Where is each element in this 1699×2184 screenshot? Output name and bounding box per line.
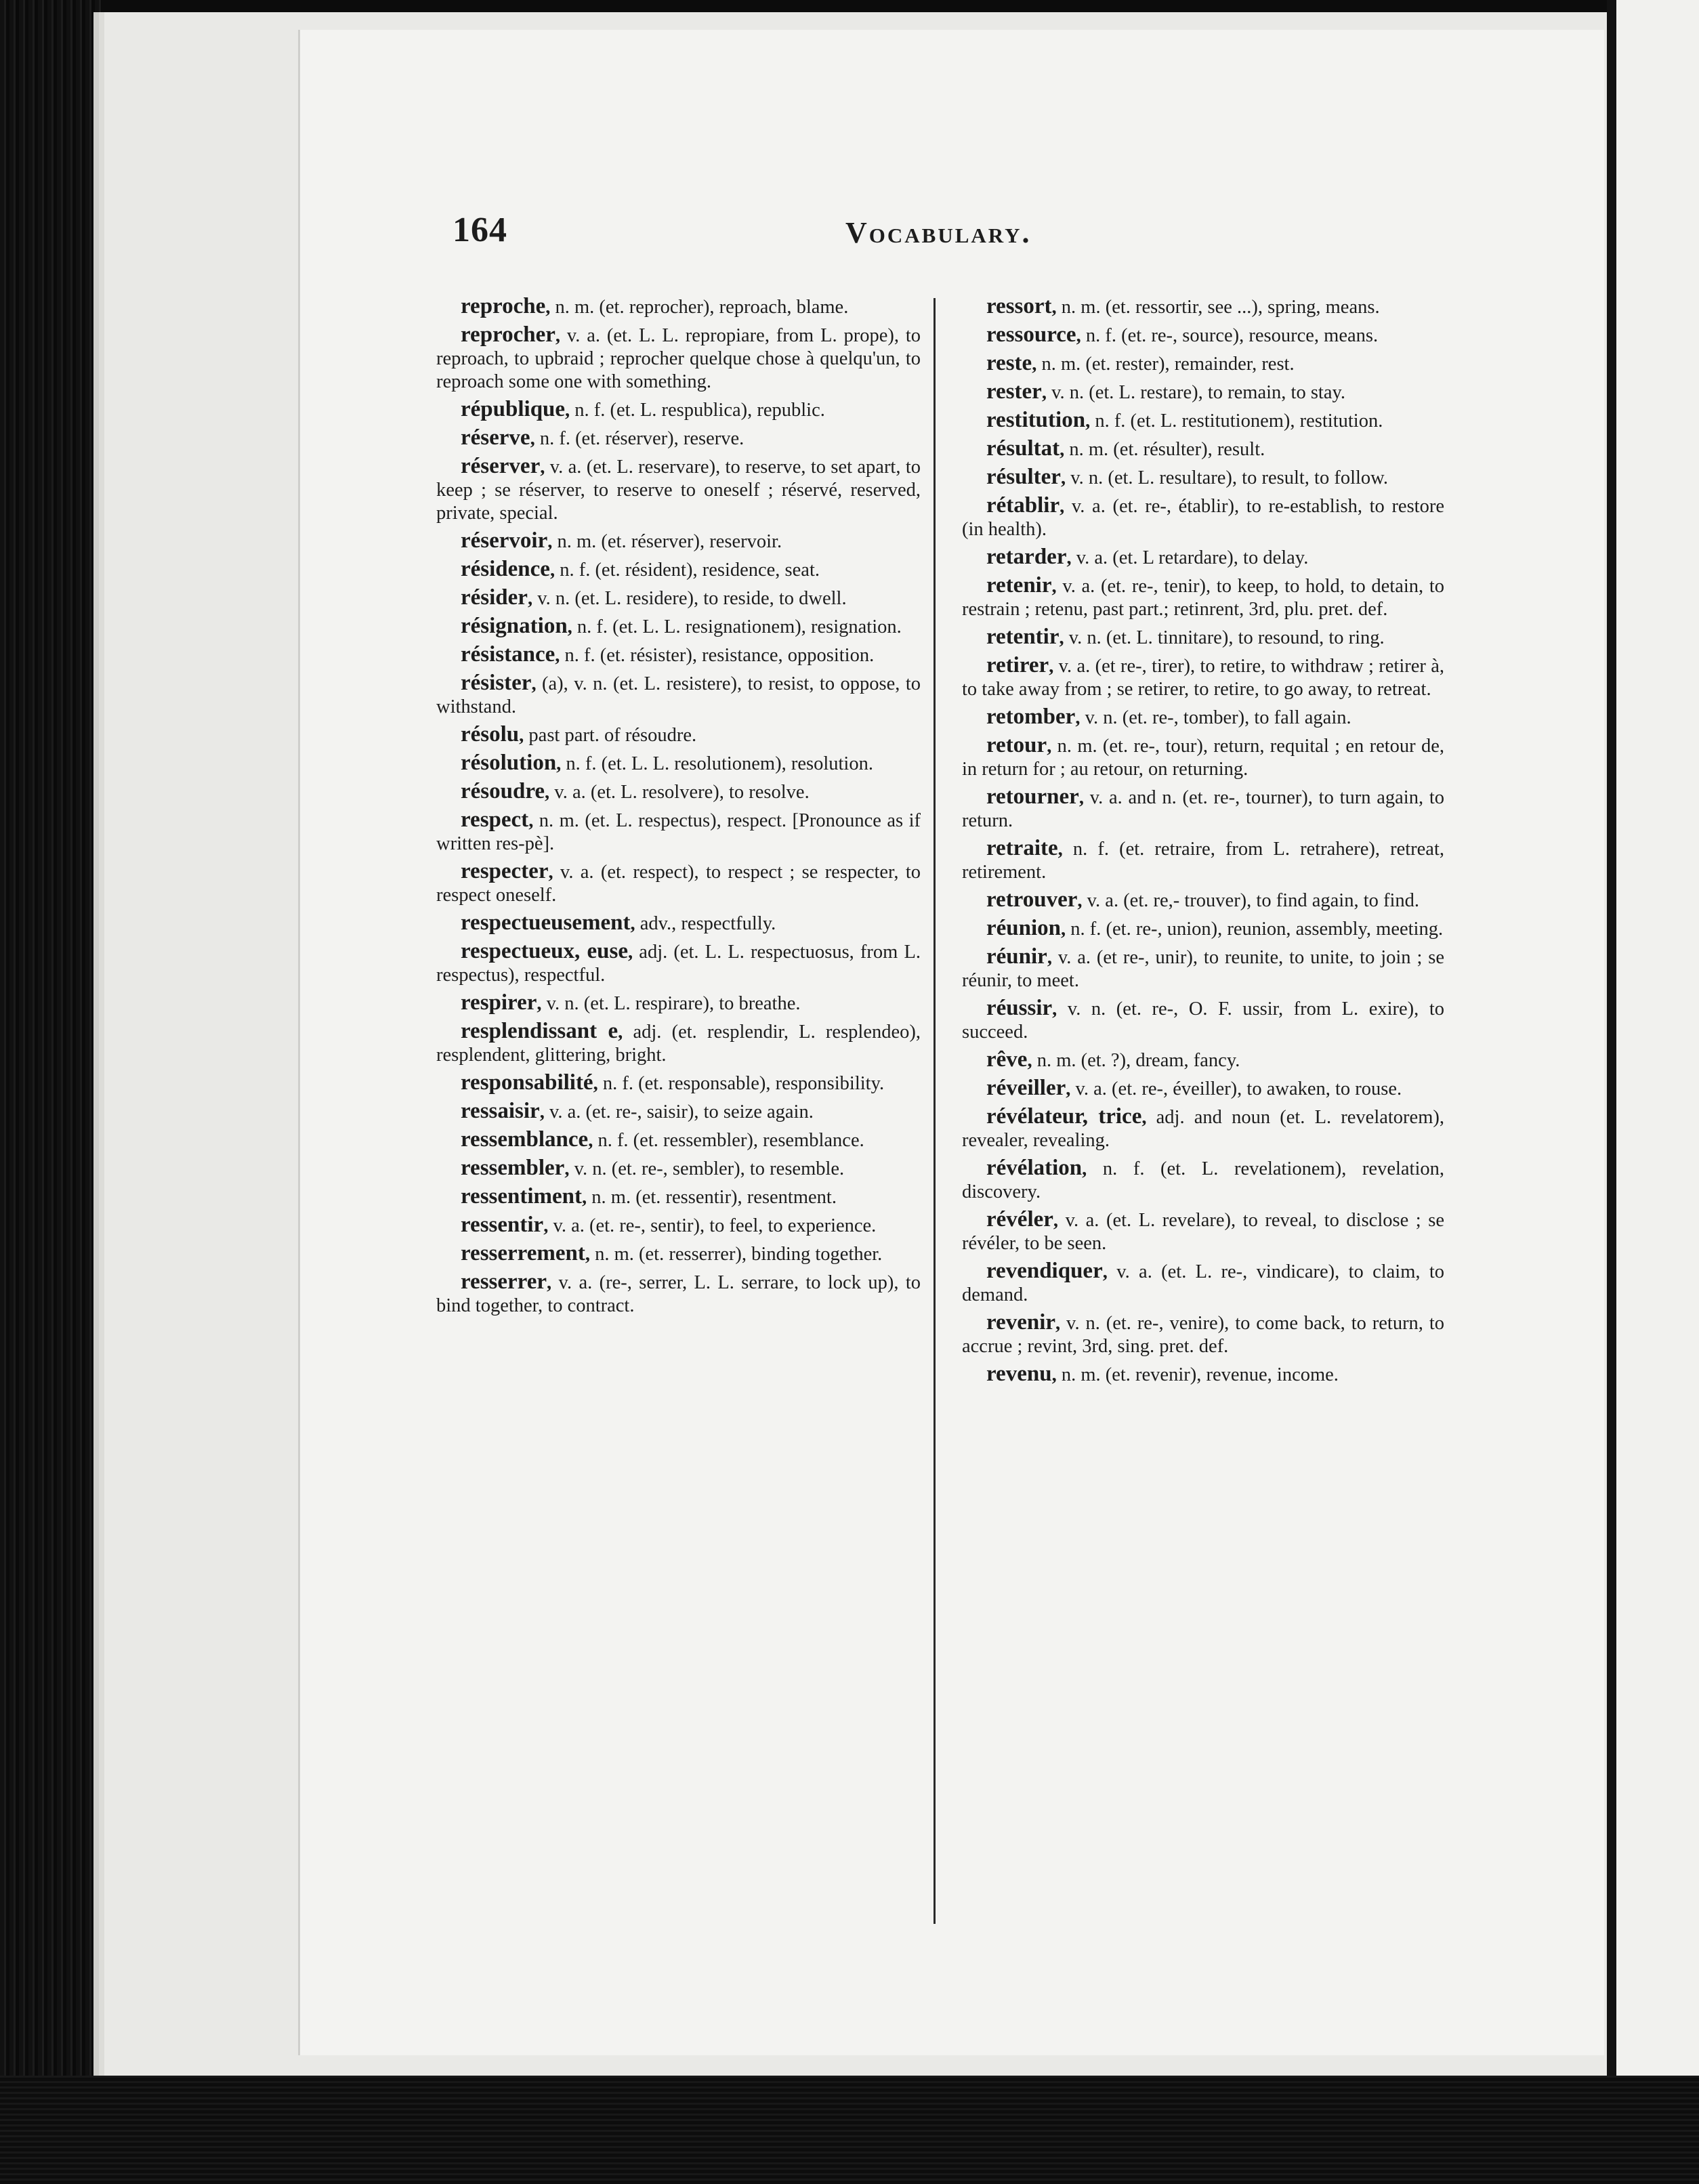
entry-headword: retourner (986, 784, 1079, 809)
entry-headword: résignation (461, 614, 568, 638)
entry-definition: v. a. (et. L retardare), to delay. (1071, 547, 1309, 568)
dictionary-entry: respectueux, euse, adj. (et. L. L. respectuosus, from L. respectus), respectful. (436, 939, 921, 986)
entry-headword: reprocher (461, 322, 555, 347)
entry-definition: past part. of résoudre. (524, 725, 697, 746)
entry-definition: n. m. (et. resserrer), binding together. (589, 1244, 883, 1265)
entry-headword: réunion (986, 916, 1062, 940)
entry-headword: resplendissant e (461, 1019, 618, 1043)
entry-definition: adj. (et. resplendir, L. resplendeo), resplendent, glittering, bright. (436, 1022, 921, 1066)
entry-headword: ressource (986, 322, 1076, 347)
dictionary-entry: retour, n. m. (et. re-, tour), return, requital ; en retour de, in return for ; au retour, on returning. (962, 733, 1444, 780)
dictionary-entry: révéler, v. a. (et. L. revelare), to reveal, to disclose ; se révéler, to be seen. (962, 1207, 1444, 1254)
dictionary-entry: résider, v. n. (et. L. residere), to reside, to dwell. (461, 585, 847, 610)
dictionary-entry: résoudre, v. a. (et. L. resolvere), to resolve. (461, 779, 810, 803)
entry-definition: n. f. (et. retraire, from L. retrahere), retreat, retirement. (962, 839, 1444, 883)
entry-headword: république (461, 397, 566, 421)
entry-headword: ressembler (461, 1156, 565, 1180)
entry-definition: n. m. (et. ?), dream, fancy. (1032, 1050, 1240, 1071)
dictionary-entry: reprocher, v. a. (et. L. L. repropiare, from L. prope), to reproach, to upbraid ; reprocher quelque chose à quelqu'un, to reproach some one with something. (436, 322, 921, 392)
entry-headword: revenir (986, 1310, 1056, 1335)
entry-definition: v. n. (et. L. resultare), to result, to follow. (1066, 467, 1389, 488)
entry-definition: v. a. (et. re-, saisir), to seize again. (544, 1101, 814, 1122)
entry-definition: n. m. (et. reprocher), reproach, blame. (550, 297, 849, 318)
entry-headword: résolu (461, 722, 520, 747)
dictionary-entry: résultat, n. m. (et. résulter), result. (986, 436, 1265, 461)
entry-headword: retarder (986, 545, 1067, 569)
dictionary-entry: respect, n. m. (et. L. respectus), respect. [Pronounce as if written res-pè]. (436, 807, 921, 854)
dictionary-entry: réservoir, n. m. (et. réserver), reservoir. (461, 528, 782, 553)
dictionary-entry: révélation, n. f. (et. L. revelationem), revelation, discovery. (962, 1156, 1444, 1202)
entry-headword: réunir (986, 944, 1047, 969)
dictionary-entry: révélateur, trice, adj. and noun (et. L. revelatorem), revealer, revealing. (962, 1104, 1444, 1151)
right-column (962, 295, 1444, 1391)
entry-headword: réussir (986, 996, 1053, 1020)
dictionary-entry: réveiller, v. a. (et. re-, éveiller), to awaken, to rouse. (986, 1076, 1402, 1100)
entry-definition: v. a. (et. L. re-, vindicare), to claim, to demand. (962, 1261, 1444, 1305)
scan-border-right (1607, 0, 1699, 2184)
entry-headword: ressemblance (461, 1127, 589, 1152)
dictionary-entry: rêve, n. m. (et. ?), dream, fancy. (986, 1047, 1240, 1072)
dictionary-entry: revendiquer, v. a. (et. L. re-, vindicare), to claim, to demand. (962, 1259, 1444, 1305)
entry-headword: retenir (986, 573, 1052, 597)
entry-definition: n. m. (et. réserver), reservoir. (552, 531, 782, 552)
dictionary-entry: retrouver, v. a. (et. re,- trouver), to find again, to find. (986, 887, 1420, 912)
dictionary-entry: résolution, n. f. (et. L. L. resolutionem), resolution. (461, 751, 873, 775)
entry-headword: résultat (986, 436, 1060, 461)
dictionary-entry: restitution, n. f. (et. L. restitutionem), restitution. (986, 408, 1383, 432)
entry-headword: réveiller (986, 1076, 1066, 1100)
entry-headword: retraite (986, 836, 1058, 860)
dictionary-entry: respirer, v. n. (et. L. respirare), to breathe. (461, 990, 801, 1015)
entry-headword: rester (986, 379, 1042, 404)
entry-definition: adv., respectfully. (635, 913, 776, 934)
entry-headword: réservoir (461, 528, 548, 553)
dictionary-entry: retourner, v. a. and n. (et. re-, tourner), to turn again, to return. (962, 784, 1444, 831)
entry-definition: v. n. (et. re-, O. F. ussir, from L. exire), to succeed. (962, 999, 1444, 1043)
entry-definition: v. n. (et. L. tinnitare), to resound, to ring. (1064, 627, 1385, 648)
entry-definition: v. a. (et. re-, tenir), to keep, to hold, to detain, to restrain ; retenu, past part.; retinrent, 3rd, plu. pret. def. (962, 576, 1444, 620)
entry-definition: n. m. (et. re-, tour), return, requital ; en retour de, in return for ; au retour, on returning. (962, 736, 1444, 780)
entry-headword: retirer (986, 653, 1049, 677)
entry-headword: ressaisir (461, 1099, 540, 1123)
entry-definition: n. m. (et. L. respectus), respect. [Pronounce as if written res-pè]. (436, 810, 921, 854)
entry-headword: revendiquer (986, 1259, 1103, 1283)
entry-definition: v. n. (et. re-, venire), to come back, to return, to accrue ; revint, 3rd, sing. pret. def. (962, 1313, 1444, 1357)
dictionary-entry: revenir, v. n. (et. re-, venire), to come back, to return, to accrue ; revint, 3rd, sing. pret. def. (962, 1310, 1444, 1357)
entry-definition: v. a. (et. re-, éveiller), to awaken, to rouse. (1070, 1078, 1402, 1099)
entry-definition: n. f. (et. L. respublica), republic. (570, 400, 825, 421)
left-column (436, 295, 921, 1322)
entry-definition: n. m. (et. ressortir, see ...), spring, means. (1056, 297, 1380, 318)
dictionary-entry: ressentiment, n. m. (et. ressentir), resentment. (461, 1184, 837, 1209)
dictionary-entry: réunir, v. a. (et re-, unir), to reunite, to unite, to join ; se réunir, to meet. (962, 944, 1444, 991)
entry-definition: n. f. (et. résister), resistance, opposition. (560, 645, 875, 666)
entry-headword: revenu (986, 1362, 1052, 1386)
entry-definition: n. f. (et. L. L. resolutionem), resolution. (561, 753, 873, 774)
dictionary-entry: ressembler, v. n. (et. re-, sembler), to resemble. (461, 1156, 845, 1180)
page-number: 164 (453, 211, 507, 249)
dictionary-entry: respecter, v. a. (et. respect), to respect ; se respecter, to respect oneself. (436, 859, 921, 906)
entry-headword: resserrement (461, 1241, 585, 1265)
entry-definition: v. n. (et. L. residere), to reside, to dwell. (532, 588, 847, 609)
entry-definition: v. a. (et re-, tirer), to retire, to withdraw ; retirer à, to take away from ; se retirer, to retire, to go away, to retreat. (962, 656, 1444, 700)
entry-definition: v. a. (et. respect), to respect ; se respecter, to respect oneself. (436, 862, 921, 906)
entry-definition: (a), v. n. (et. L. resistere), to resist, to oppose, to withstand. (436, 673, 921, 717)
entry-definition: n. f. (et. L. L. resignationem), resignation. (572, 616, 902, 637)
entry-definition: n. f. (et. responsable), responsibility. (597, 1073, 885, 1094)
entry-headword: révélation (986, 1156, 1083, 1180)
entry-headword: restitution (986, 408, 1086, 432)
dictionary-entry: résidence, n. f. (et. résident), residence, seat. (461, 557, 820, 581)
scan-border-bottom (0, 2076, 1699, 2184)
dictionary-entry: ressaisir, v. a. (et. re-, saisir), to seize again. (461, 1099, 814, 1123)
entry-headword: retour (986, 733, 1047, 757)
entry-definition: v. n. (et. re-, sembler), to resemble. (569, 1158, 845, 1179)
dictionary-entry: resserrement, n. m. (et. resserrer), binding together. (461, 1241, 883, 1265)
entry-headword: rêve (986, 1047, 1028, 1072)
running-head (453, 210, 1414, 257)
entry-headword: respect (461, 807, 529, 832)
entry-headword: réserver (461, 454, 541, 478)
entry-definition: n. m. (et. revenir), revenue, income. (1056, 1364, 1339, 1385)
entry-headword: respectueux, euse (461, 939, 629, 963)
entry-definition: v. n. (et. L. respirare), to breathe. (541, 993, 801, 1014)
entry-definition: v. a. and n. (et. re-, tourner), to turn again, to return. (962, 787, 1444, 831)
entry-definition: v. a. (et re-, unir), to reunite, to unite, to join ; se réunir, to meet. (962, 947, 1444, 991)
entry-definition: v. a. (et. re-, établir), to re-establish, to restore (in health). (962, 496, 1444, 540)
dictionary-entry: retenir, v. a. (et. re-, tenir), to keep, to hold, to detain, to restrain ; retenu, past part.; retinrent, 3rd, plu. pret. def. (962, 573, 1444, 620)
scan-border-left (0, 0, 102, 2184)
dictionary-entry: résolu, past part. of résoudre. (461, 722, 697, 747)
entry-headword: révélateur, trice (986, 1104, 1142, 1129)
dictionary-entry: retentir, v. n. (et. L. tinnitare), to resound, to ring. (986, 625, 1385, 649)
entry-headword: ressentir (461, 1213, 544, 1237)
dictionary-entry: résignation, n. f. (et. L. L. resignationem), resignation. (461, 614, 902, 638)
dictionary-entry: résister, (a), v. n. (et. L. resistere), to resist, to oppose, to withstand. (436, 671, 921, 717)
dictionary-entry: retomber, v. n. (et. re-, tomber), to fall again. (986, 705, 1351, 729)
dictionary-entry: retarder, v. a. (et. L retardare), to delay. (986, 545, 1309, 569)
entry-headword: résister (461, 671, 532, 695)
dictionary-entry: réserver, v. a. (et. L. reservare), to reserve, to set apart, to keep ; se réserver, to reserve to oneself ; réservé, reserved, private, special. (436, 454, 921, 524)
entry-definition: n. f. (et. L. revelationem), revelation, discovery. (962, 1158, 1444, 1202)
entry-headword: résolution (461, 751, 557, 775)
dictionary-entry: ressort, n. m. (et. ressortir, see ...), spring, means. (986, 294, 1380, 318)
dictionary-entry: reste, n. m. (et. rester), remainder, rest. (986, 351, 1295, 375)
entry-headword: résistance (461, 642, 555, 667)
entry-definition: v. n. (et. re-, tomber), to fall again. (1080, 707, 1351, 728)
entry-headword: résider (461, 585, 528, 610)
dictionary-entry: réunion, n. f. (et. re-, union), reunion, assembly, meeting. (986, 916, 1444, 940)
entry-headword: résoudre (461, 779, 545, 803)
entry-definition: n. m. (et. ressentir), resentment. (587, 1187, 837, 1208)
entry-definition: n. m. (et. rester), remainder, rest. (1036, 354, 1295, 375)
column-rule (934, 298, 936, 1924)
entry-definition: v. a. (re-, serrer, L. L. serrare, to lock up), to bind together, to contract. (436, 1272, 921, 1316)
entry-definition: v. a. (et. L. L. repropiare, from L. prope), to reproach, to upbraid ; reprocher quelque chose à quelqu'un, to reproach some one with something. (436, 325, 921, 392)
dictionary-entry: résulter, v. n. (et. L. resultare), to result, to follow. (986, 465, 1389, 489)
entry-definition: n. f. (et. re-, source), resource, means. (1081, 325, 1379, 346)
entry-definition: v. a. (et. L. revelare), to reveal, to disclose ; se révéler, to be seen. (962, 1210, 1444, 1254)
dictionary-entry: retraite, n. f. (et. retraire, from L. retrahere), retreat, retirement. (962, 836, 1444, 883)
dictionary-entry: ressource, n. f. (et. re-, source), resource, means. (986, 322, 1379, 347)
entry-headword: retomber (986, 705, 1076, 729)
entry-headword: résidence (461, 557, 550, 581)
entry-definition: v. a. (et. re,- trouver), to find again, to find. (1082, 890, 1420, 911)
entry-headword: responsabilité (461, 1070, 593, 1095)
entry-definition: adj. and noun (et. L. revelatorem), revealer, revealing. (962, 1107, 1444, 1151)
entry-headword: révéler (986, 1207, 1053, 1232)
dictionary-entry: rester, v. n. (et. L. restare), to remain, to stay. (986, 379, 1346, 404)
entry-headword: retentir (986, 625, 1060, 649)
entry-definition: n. f. (et. L. restitutionem), restitution. (1090, 411, 1383, 432)
entry-definition: adj. (et. L. L. respectuosus, from L. respectus), respectful. (436, 942, 921, 986)
dictionary-entry: résistance, n. f. (et. résister), resistance, opposition. (461, 642, 875, 667)
entry-definition: n. f. (et. résident), residence, seat. (555, 560, 820, 581)
entry-headword: respectueusement (461, 910, 631, 935)
entry-headword: respirer (461, 990, 537, 1015)
entry-definition: n. m. (et. résulter), result. (1064, 439, 1265, 460)
entry-headword: ressort (986, 294, 1052, 318)
dictionary-entry: ressemblance, n. f. (et. ressembler), resemblance. (461, 1127, 864, 1152)
entry-definition: v. a. (et. L. reservare), to reserve, to set apart, to keep ; se réserver, to reserve to oneself ; réservé, reserved, private, special. (436, 457, 921, 524)
dictionary-entry: reproche, n. m. (et. reprocher), reproach, blame. (461, 294, 849, 318)
dictionary-entry: resserrer, v. a. (re-, serrer, L. L. serrare, to lock up), to bind together, to contract. (436, 1269, 921, 1316)
entry-headword: reste (986, 351, 1032, 375)
dictionary-entry: réserve, n. f. (et. réserver), reserve. (461, 425, 744, 450)
entry-headword: respecter (461, 859, 549, 883)
entry-definition: n. f. (et. ressembler), resemblance. (593, 1130, 864, 1151)
entry-definition: v. a. (et. re-, sentir), to feel, to experience. (548, 1215, 877, 1236)
dictionary-entry: rétablir, v. a. (et. re-, établir), to re-establish, to restore (in health). (962, 493, 1444, 540)
entry-headword: ressentiment (461, 1184, 583, 1209)
page-heading: Vocabulary. (845, 216, 1032, 249)
entry-definition: v. a. (et. L. resolvere), to resolve. (549, 782, 810, 803)
entry-headword: rétablir (986, 493, 1060, 518)
dictionary-entry: resplendissant e, adj. (et. resplendir, L. resplendeo), resplendent, glittering, bright. (436, 1019, 921, 1066)
dictionary-entry: revenu, n. m. (et. revenir), revenue, income. (986, 1362, 1339, 1386)
dictionary-entry: responsabilité, n. f. (et. responsable), responsibility. (461, 1070, 885, 1095)
dictionary-entry: retirer, v. a. (et re-, tirer), to retire, to withdraw ; retirer à, to take away from ; se retirer, to retire, to go away, to retreat. (962, 653, 1444, 700)
entry-definition: n. f. (et. re-, union), reunion, assembly, meeting. (1066, 919, 1444, 940)
dictionary-entry: réussir, v. n. (et. re-, O. F. ussir, from L. exire), to succeed. (962, 996, 1444, 1043)
entry-headword: retrouver (986, 887, 1078, 912)
entry-headword: résulter (986, 465, 1061, 489)
dictionary-entry: ressentir, v. a. (et. re-, sentir), to feel, to experience. (461, 1213, 877, 1237)
entry-headword: reproche (461, 294, 546, 318)
entry-headword: resserrer (461, 1269, 547, 1294)
dictionary-entry: respectueusement, adv., respectfully. (461, 910, 776, 935)
entry-definition: n. f. (et. réserver), reserve. (534, 428, 744, 449)
dictionary-entry: république, n. f. (et. L. respublica), republic. (461, 397, 825, 421)
entry-definition: v. n. (et. L. restare), to remain, to stay. (1046, 382, 1346, 403)
entry-headword: réserve (461, 425, 530, 450)
